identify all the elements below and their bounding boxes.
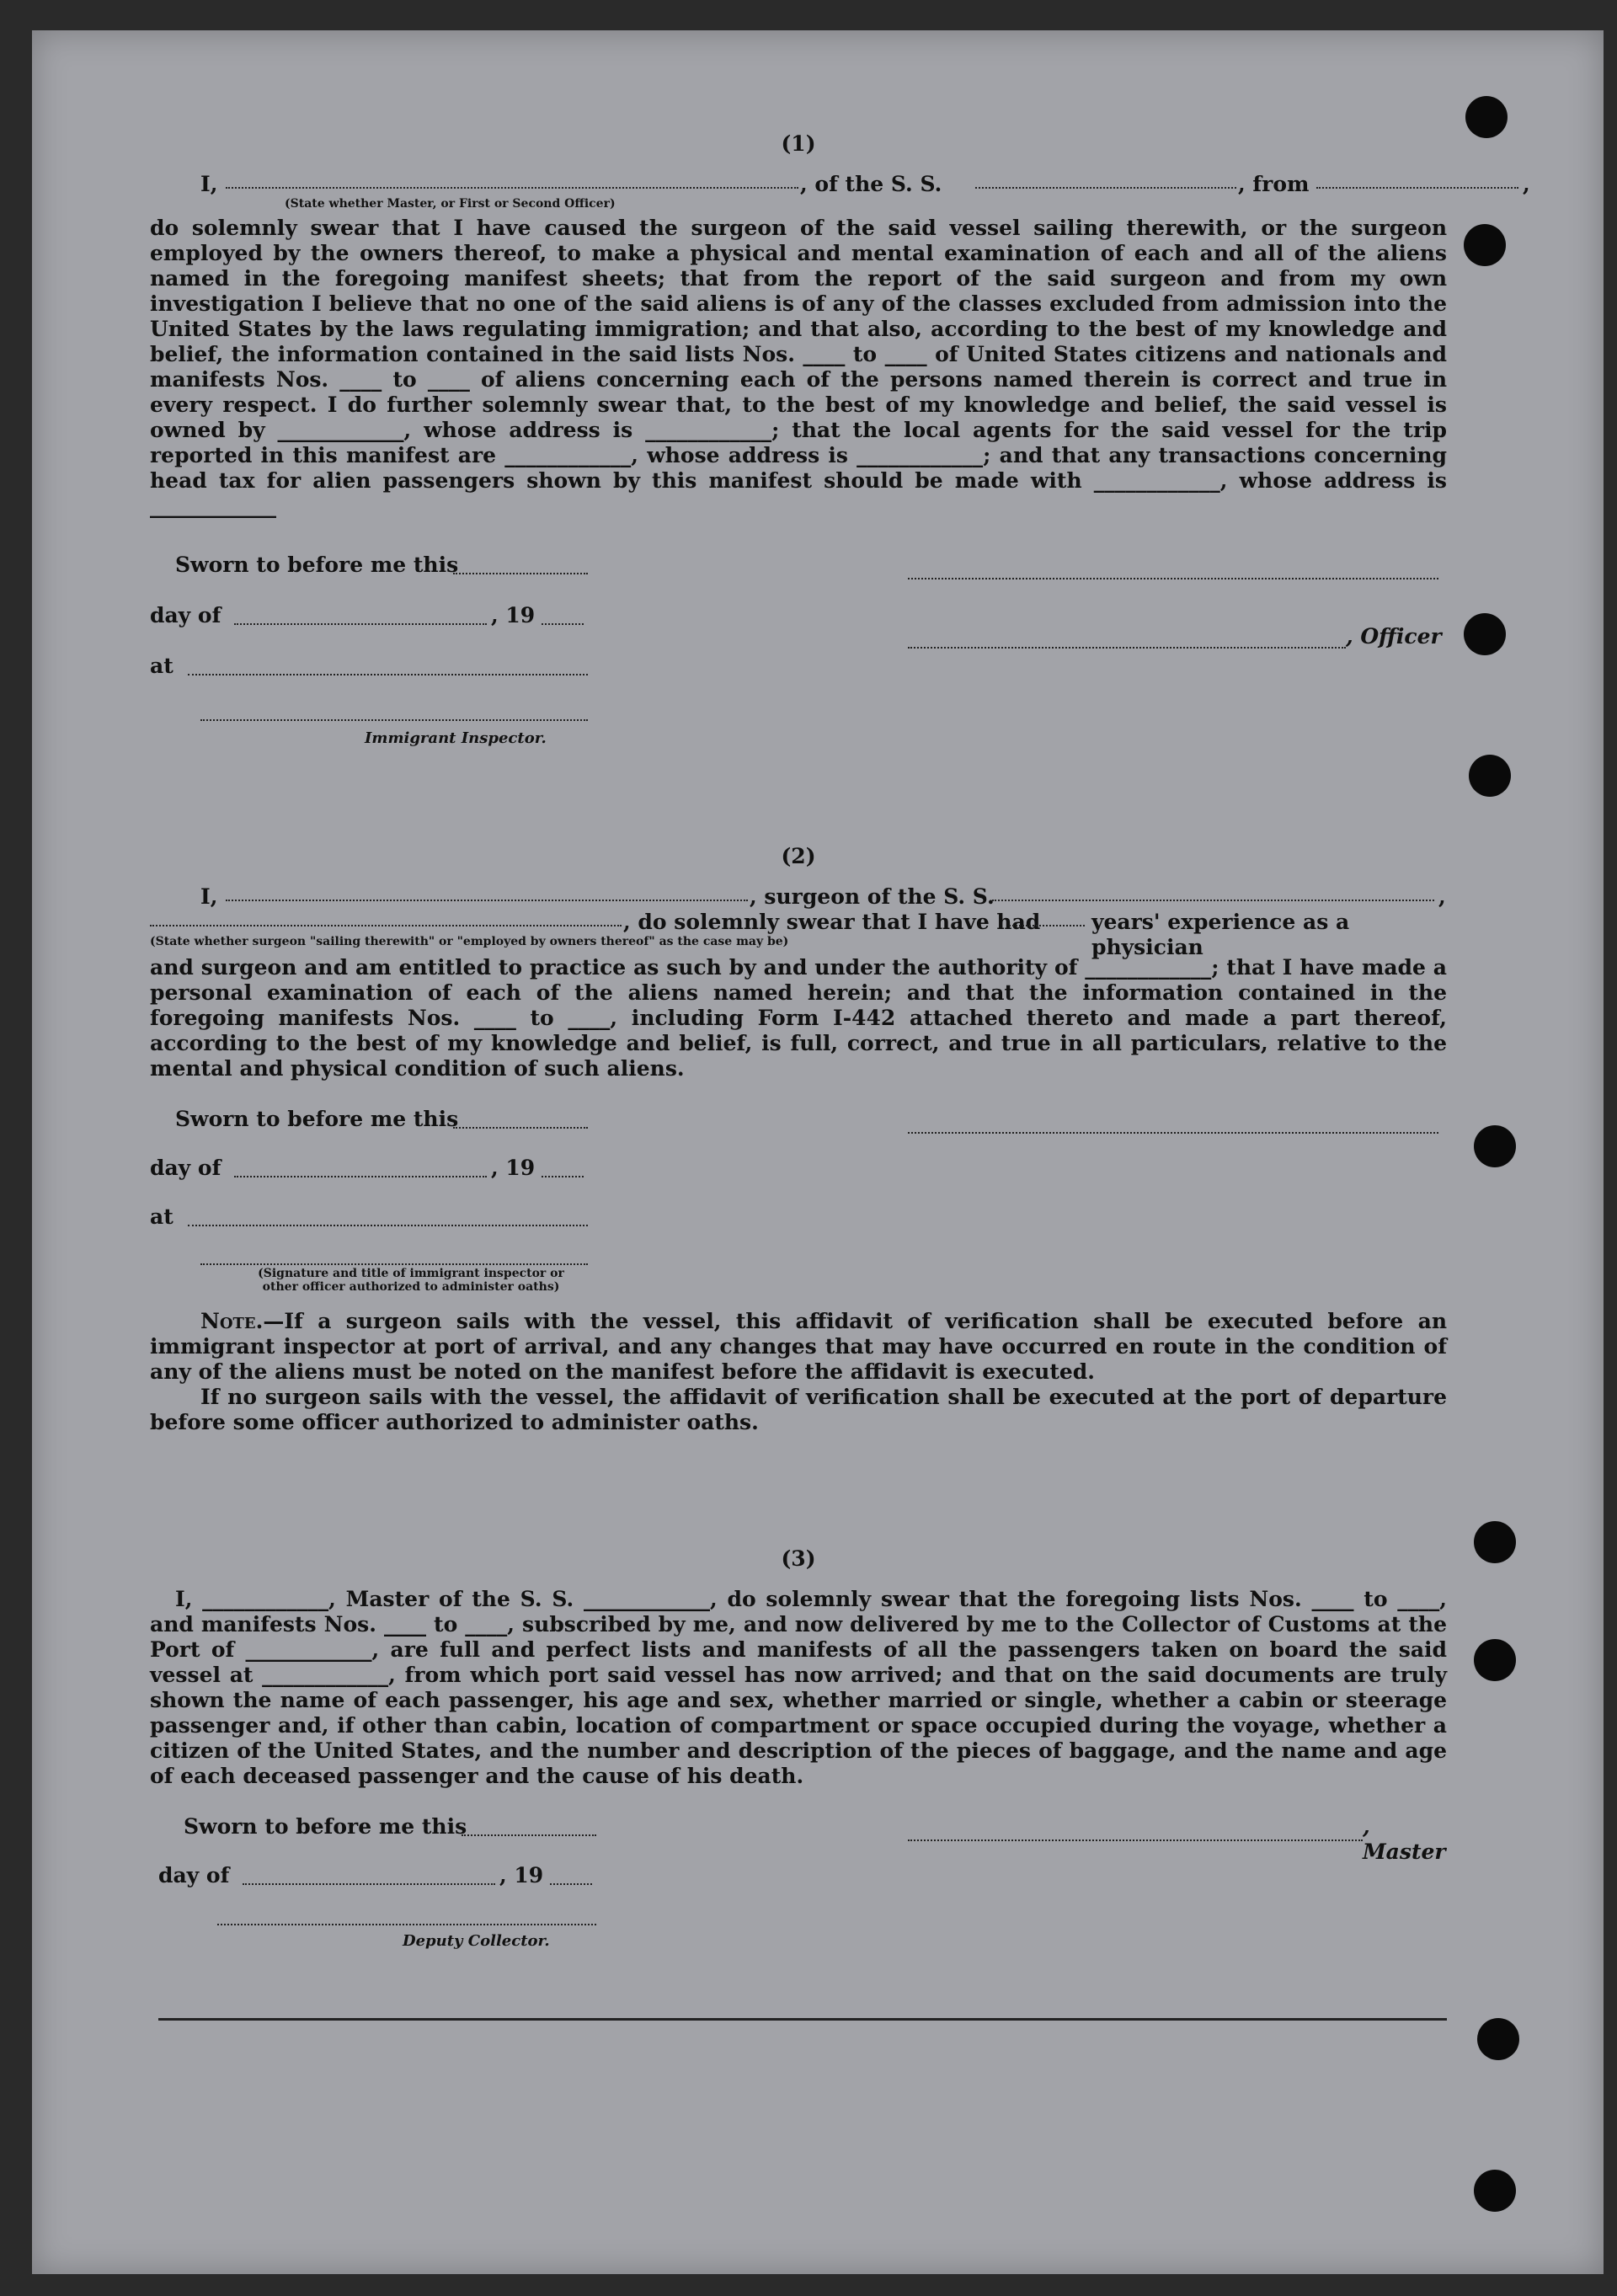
note-text-1: —If a surgeon sails with the vessel, this affidavit of verification shall be executed before an immigrant inspector at port of arrival, and any changes that may have occurred en route in the condition of any of the aliens must be noted on the manifest before the affidavit is executed. xyxy=(150,1309,1447,1384)
day-of-field[interactable] xyxy=(243,1868,495,1885)
master-label: , Master xyxy=(1363,1814,1446,1864)
i-label: I, xyxy=(200,172,218,196)
punch-hole xyxy=(1474,1125,1516,1167)
officer-title-line[interactable] xyxy=(908,645,1346,649)
section-1 xyxy=(150,131,1530,763)
punch-hole xyxy=(1469,755,1511,797)
year-field[interactable] xyxy=(542,608,584,625)
section-2-line-1 xyxy=(150,884,1447,910)
surgeon-signature-line[interactable] xyxy=(908,1130,1438,1134)
sworn-label: Sworn to before me this xyxy=(175,553,459,577)
line-end: , xyxy=(1523,172,1530,196)
sworn-date-field[interactable] xyxy=(462,1819,596,1836)
master-note: (State whether Master, or First or Second Officer) xyxy=(285,197,616,211)
punch-hole xyxy=(1474,1521,1516,1563)
signature-caption: (Signature and title of immigrant inspector or other officer authorized to administer oaths) xyxy=(258,1267,564,1294)
master-signature-line[interactable] xyxy=(908,1838,1363,1841)
day-of-label: day of xyxy=(150,603,221,627)
year-field[interactable] xyxy=(542,1161,584,1177)
section-3-oath xyxy=(150,1814,1447,1983)
collector-caption: Deputy Collector. xyxy=(403,1932,550,1950)
section-2 xyxy=(150,844,1447,1435)
at-label: at xyxy=(150,654,173,678)
years-field[interactable] xyxy=(1009,910,1085,926)
punch-hole xyxy=(1474,1639,1516,1681)
inspector-caption: Immigrant Inspector. xyxy=(365,729,547,747)
surgeon-status-field[interactable] xyxy=(150,910,622,926)
section-1-oath xyxy=(150,553,1447,763)
day-of-field[interactable] xyxy=(234,1161,487,1177)
section-1-body: do solemnly swear that I have caused the surgeon of the said vessel sailing therewith, or the surgeon employed by the owners thereof, to make a physical and mental examination of each and all of the aliens named in the foregoing manifest sheets; that from the report of the said surgeon and from my own investigation I believe that no one of the said aliens is of any of the classes excluded from admission into the United States by the laws regulating immigration; and that also, according to the best of my knowledge and belief, the information contained in the said lists Nos. ____ to ____ of United States citizens and nationals and manifests Nos. ____ to ____ of aliens concerning each of the persons named therein is correct and true in every respect. I do further solemnly swear that, to the best of my knowledge and belief, the said vessel is owned by ____________, whose address is ____________; that the local agents for the said vessel for the trip reported in this manifest are ____________, whose address is ____________; and that any transactions concerning head tax for alien passengers shown by this manifest should be made with ____________, whose address is ____________ xyxy=(150,216,1447,518)
from-label: , from xyxy=(1238,172,1310,196)
note-paragraph-2: If no surgeon sails with the vessel, the affidavit of verification shall be executed at the port of departure before some officer authorized to administer oaths. xyxy=(150,1385,1447,1434)
surgeon-name-field[interactable] xyxy=(226,884,748,901)
surgeon-note: (State whether surgeon "sailing therewith" or "employed by owners thereof" as the case may be) xyxy=(150,935,789,948)
punch-hole xyxy=(1464,613,1506,655)
vessel-name-field[interactable] xyxy=(975,172,1236,189)
note-label: Note. xyxy=(200,1309,264,1333)
day-of-field[interactable] xyxy=(234,608,487,625)
note-paragraph-1 xyxy=(150,1309,1447,1385)
punch-hole xyxy=(1465,96,1508,138)
inspector-signature-line[interactable] xyxy=(200,718,588,721)
day-of-label: day of xyxy=(150,1156,221,1180)
inspector-signature-line[interactable] xyxy=(200,1262,588,1265)
bottom-rule xyxy=(158,2018,1447,2021)
section-1-line-1 xyxy=(150,172,1530,197)
officer-label: , Officer xyxy=(1346,624,1442,649)
officer-name-field[interactable] xyxy=(226,172,798,189)
punch-hole xyxy=(1464,224,1506,266)
sworn-date-field[interactable] xyxy=(453,558,588,574)
year-label: , 19 xyxy=(491,603,536,627)
at-place-field[interactable] xyxy=(188,659,588,675)
at-label: at xyxy=(150,1204,173,1229)
section-2-body: and surgeon and am entitled to practice as such by and under the authority of ____________; that I have made a personal examination of each of the aliens named herein; and that the information contained in the foregoing manifests Nos. ____ to ____, including Form I-442 attached thereto and made a part thereof, according to the best of my knowledge and belief, is full, correct, and true in all particulars, relative to the mental and physical condition of such aliens. xyxy=(150,955,1447,1081)
year-label: , 19 xyxy=(491,1156,536,1180)
surgeon-vessel-field[interactable] xyxy=(992,884,1434,901)
year-label: , 19 xyxy=(499,1863,544,1888)
i-label: I, xyxy=(200,884,218,909)
of-ss-label: , of the S. S. xyxy=(800,172,942,196)
from-port-field[interactable] xyxy=(1316,172,1518,189)
collector-signature-line[interactable] xyxy=(217,1922,596,1925)
section-3-body: I, ____________, Master of the S. S. ____________, do solemnly swear that the foregoing lists Nos. ____ to ____, and manifests Nos. ____ to ____, subscribed by me, and now delivered by me to the Collector of Customs at the Port of ____________, are full and perfect lists and manifests of all the passengers taken on board the said vessel at ____________, from which port said vessel has now arrived; and that on the said documents are truly shown the name of each passenger, his age and sex, whether married or single, whether a cabin or steerage passenger and, if other than cabin, location of compartment or space occupied during the voyage, whether a citizen of the United States, and the number and description of the pieces of baggage, and the name and age of each deceased passenger and the cause of his death. xyxy=(150,1587,1447,1788)
day-of-label: day of xyxy=(158,1863,230,1888)
years-label: years' experience as a physician xyxy=(1091,910,1350,959)
punch-hole xyxy=(1477,2018,1519,2060)
swear-label: , do solemnly swear that I have had xyxy=(623,910,1041,934)
section-1-number: (1) xyxy=(781,131,816,156)
at-place-field[interactable] xyxy=(188,1209,588,1226)
sworn-label: Sworn to before me this xyxy=(184,1814,467,1839)
line-end: , xyxy=(1438,884,1446,909)
officer-signature-line[interactable] xyxy=(908,576,1438,579)
section-3-number: (3) xyxy=(781,1546,816,1571)
section-2-number: (2) xyxy=(781,844,816,868)
sworn-date-field[interactable] xyxy=(453,1112,588,1129)
sworn-label: Sworn to before me this xyxy=(175,1107,459,1131)
section-3 xyxy=(150,1546,1447,1983)
year-field[interactable] xyxy=(550,1868,592,1885)
form-sheet xyxy=(32,30,1604,2274)
surgeon-ss-label: , surgeon of the S. S. xyxy=(750,884,995,909)
section-2-oath xyxy=(150,1107,1447,1300)
punch-hole xyxy=(1474,2170,1516,2212)
